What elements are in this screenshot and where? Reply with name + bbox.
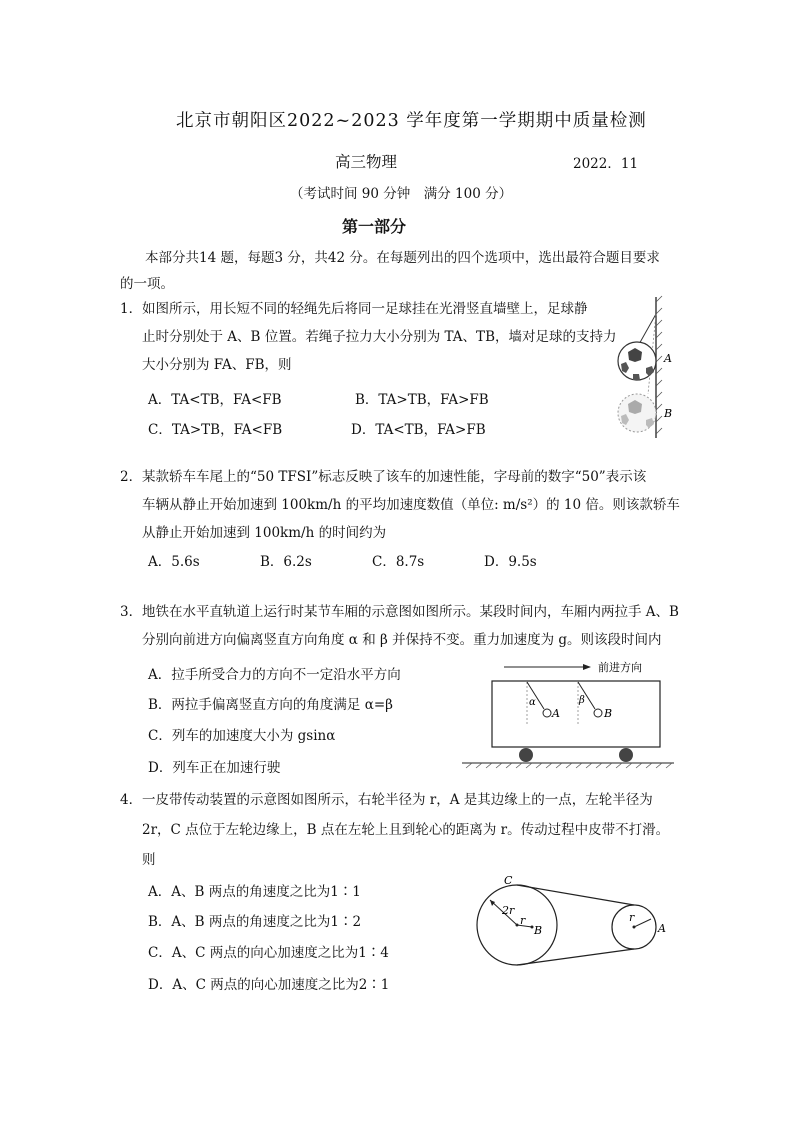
q2-stem-line3: 从静止开始加速到 100km/h 的时间约为 — [142, 525, 387, 541]
q4-number: 4． — [120, 792, 143, 808]
q4-figure-belt-drive — [468, 872, 690, 974]
fig-label-r-right: r — [629, 911, 635, 924]
wheel-left — [519, 748, 533, 762]
fig-label-a: A — [658, 922, 666, 935]
q4-option-b: B．A、B 两点的角速度之比为1∶2 — [148, 914, 362, 930]
q1-option-d: D．TA<TB，FA>FB — [351, 422, 486, 438]
q4-stem-line3: 则 — [142, 852, 156, 868]
exam-title: 北京市朝阳区2022~2023 学年度第一学期期中质量检测 — [176, 111, 647, 131]
q3-option-b: B．两拉手偏离竖直方向的角度满足 α=β — [148, 697, 393, 713]
q2-option-d: D．9.5s — [484, 554, 537, 570]
fig-label-b: B — [664, 407, 673, 420]
belt-bottom — [517, 949, 634, 965]
q3-number: 3． — [120, 604, 143, 620]
wheel-right — [619, 748, 633, 762]
train-car-body — [492, 681, 660, 747]
q1-option-a: A．TA<TB，FA<FB — [148, 392, 282, 408]
q1-stem-line2: 止时分别处于 A、B 位置。若绳子拉力大小分别为 TA、TB，墙对足球的支持力 — [142, 329, 617, 345]
section-title: 第一部分 — [342, 217, 407, 236]
fig-label-b: B — [604, 707, 613, 720]
q1-stem-line1: 如图所示，用长短不同的轻绳先后将同一足球挂在光滑竖直墙壁上，足球静 — [142, 301, 588, 317]
exam-info: （考试时间 90 分钟 满分 100 分） — [290, 186, 513, 202]
q2-stem-line1: 某款轿车车尾上的“50 TFSI”标志反映了该车的加速性能，字母前的数字“50”表示该 — [142, 469, 647, 485]
q2-option-b: B．6.2s — [260, 554, 312, 570]
q1-option-c: C．TA>TB，FA<FB — [148, 422, 283, 438]
q2-option-c: C．8.7s — [372, 554, 425, 570]
q1-number: 1． — [120, 301, 143, 317]
angle-beta: β — [579, 695, 585, 706]
q3-option-d: D．列车正在加速行驶 — [148, 760, 281, 776]
subject-label: 高三物理 — [335, 153, 398, 171]
q3-option-a: A．拉手所受合力的方向不一定沿水平方向 — [148, 667, 401, 683]
q4-stem-line2: 2r，C 点位于左轮边缘上，B 点在左轮上且到轮心的距离为 r。传动过程中皮带不打滑。 — [142, 822, 670, 838]
q3-figure-train-car — [462, 655, 682, 775]
fig-label-c: C — [504, 874, 513, 887]
belt-top — [517, 885, 634, 905]
fig-label-b: B — [534, 924, 543, 937]
q2-option-a: A．5.6s — [148, 554, 200, 570]
instructions-cont: 的一项。 — [120, 276, 174, 292]
fig-label-direction: 前进方向 — [598, 661, 642, 674]
fig-label-2r: 2r — [502, 904, 515, 917]
q2-number: 2． — [120, 469, 143, 485]
q4-stem-line1: 一皮带传动装置的示意图如图所示，右轮半径为 r，A 是其边缘上的一点，左轮半径为 — [142, 792, 653, 808]
q4-option-a: A．A、B 两点的角速度之比为1∶1 — [148, 884, 361, 900]
q1-figure-wall-balls — [606, 292, 686, 444]
q2-stem-line2: 车辆从静止开始加速到 100km/h 的平均加速度数值（单位: m/s²）的 10 倍。则该款轿车 — [142, 497, 680, 513]
q3-stem-line1: 地铁在水平直轨道上运行时某节车厢的示意图如图所示。某段时间内，车厢内两拉手 A、B — [142, 604, 679, 620]
angle-alpha: α — [529, 697, 536, 708]
exam-date: 2022．11 — [573, 156, 639, 172]
fig-label-a: A — [664, 352, 672, 365]
q4-option-d: D．A、C 两点的向心加速度之比为2∶1 — [148, 977, 390, 993]
instructions: 本部分共14 题，每题3 分，共42 分。在每题列出的四个选项中，选出最符合题目要求 — [145, 250, 660, 266]
q4-option-c: C．A、C 两点的向心加速度之比为1∶4 — [148, 945, 389, 961]
q3-option-c: C．列车的加速度大小为 gsinα — [148, 728, 336, 744]
fig-label-r-left: r — [520, 914, 526, 927]
fig-label-a: A — [552, 707, 560, 720]
q1-option-b: B．TA>TB，FA>FB — [355, 392, 489, 408]
q3-stem-line2: 分别向前进方向偏离竖直方向角度 α 和 β 并保持不变。重力加速度为 g。则该段时间内 — [142, 632, 662, 648]
q1-stem-line3: 大小分别为 FA、FB，则 — [142, 357, 292, 373]
